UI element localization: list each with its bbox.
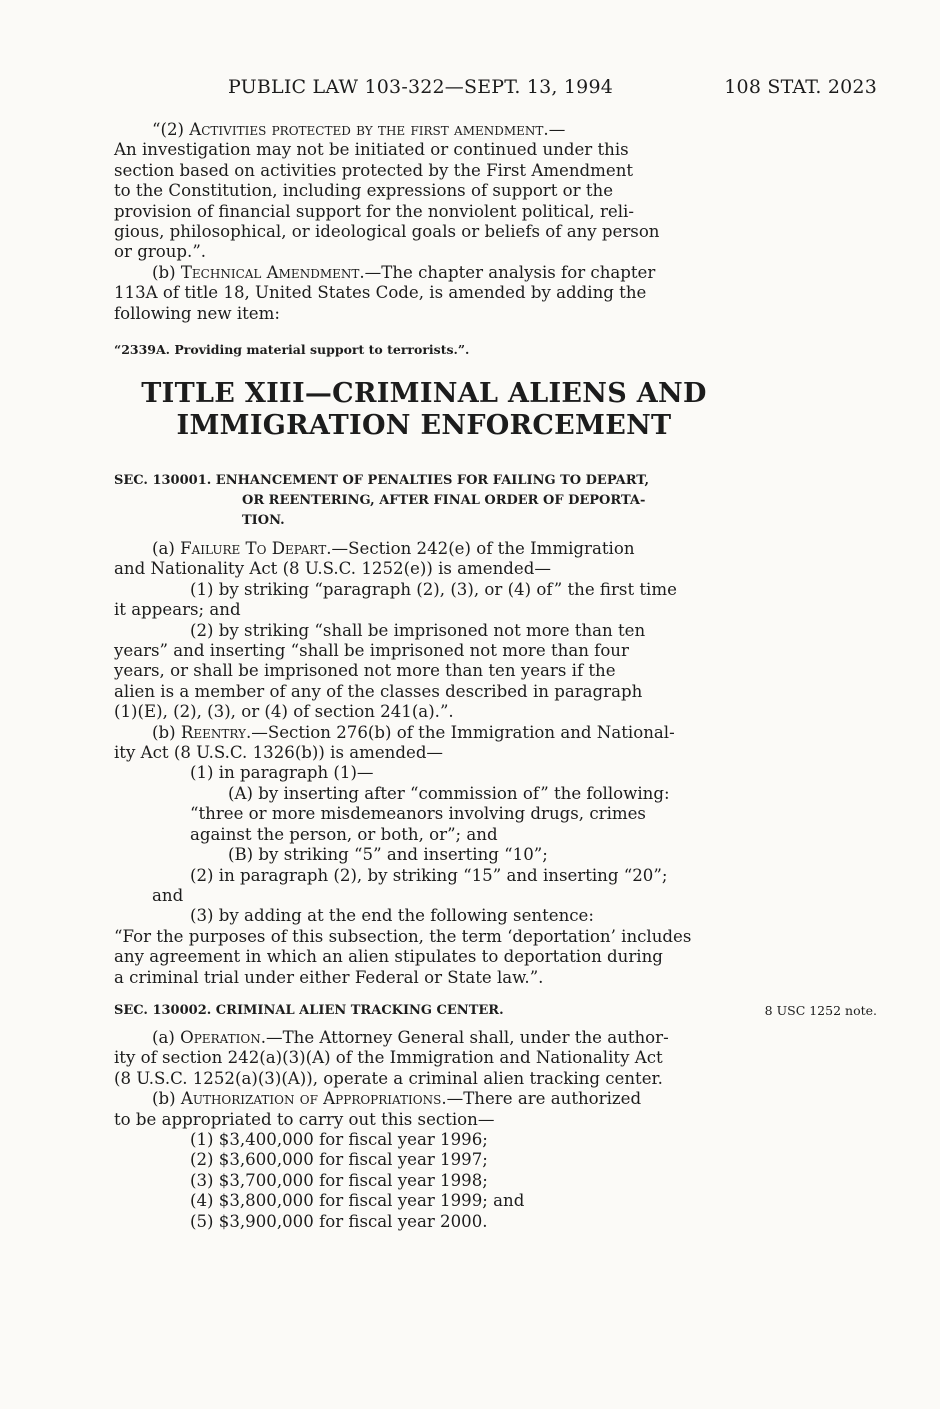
- paragraph-heading: Failure To Depart.: [180, 539, 332, 558]
- paragraph-number: (b): [152, 1089, 181, 1109]
- appropriation-item: (2) $3,600,000 for fiscal year 1997;: [190, 1150, 488, 1170]
- text-line: An investigation may not be initiated or continued under this: [114, 140, 629, 160]
- paragraph-lead-line: [114, 1089, 734, 1109]
- text-line: “For the purposes of this subsection, the term ‘deportation’ includes: [114, 926, 692, 946]
- text-line: following new item:: [114, 303, 280, 323]
- paragraph-text: —There are authorized: [446, 1089, 642, 1109]
- section-130002-body: [114, 1028, 734, 1232]
- paragraph-lead-line: [114, 1028, 734, 1048]
- paragraph-number: (a): [152, 539, 181, 558]
- section-130001-body: [114, 539, 734, 988]
- section-130002-heading: SEC. 130002. CRIMINAL ALIEN TRACKING CENTER.: [114, 1003, 504, 1018]
- margin-note: 8 USC 1252 note.: [764, 1003, 877, 1018]
- text-line: a criminal trial under either Federal or State law.”.: [114, 967, 544, 987]
- appropriation-item: (5) $3,900,000 for fiscal year 2000.: [190, 1211, 488, 1231]
- appropriation-item: (4) $3,800,000 for fiscal year 1999; and: [190, 1191, 525, 1211]
- text-line: alien is a member of any of the classes described in paragraph: [114, 681, 643, 701]
- appropriation-item: (3) $3,700,000 for fiscal year 1998;: [190, 1170, 488, 1190]
- text-line: “three or more misdemeanors involving drugs, crimes: [190, 804, 646, 824]
- section-130001-heading: [114, 471, 734, 531]
- text-line: gious, philosophical, or ideological goals or beliefs of any person: [114, 222, 660, 242]
- text-line: years, or shall be imprisoned not more than ten years if the: [114, 661, 616, 681]
- new-chapter-item: “2339A. Providing material support to terrorists.”.: [114, 342, 470, 357]
- text-line: (B) by striking “5” and inserting “10”;: [228, 845, 548, 865]
- text-line: or group.”.: [114, 242, 207, 262]
- text-line: ity Act (8 U.S.C. 1326(b)) is amended—: [114, 743, 444, 763]
- paragraph-lead-line: [114, 539, 734, 559]
- text-line: years” and inserting “shall be imprisoned not more than four: [114, 641, 629, 661]
- paragraph-heading: Operation.: [180, 1028, 266, 1047]
- text-line: and: [152, 885, 184, 905]
- text-line: to the Constitution, including expressions of support or the: [114, 181, 614, 201]
- paragraph-heading: Activities protected by the first amendment.: [189, 120, 549, 139]
- text-line: it appears; and: [114, 600, 241, 620]
- text-line: (2) by striking “shall be imprisoned not more than ten: [190, 620, 646, 640]
- running-header-right: 108 STAT. 2023: [724, 76, 877, 98]
- title-line-2: IMMIGRATION ENFORCEMENT: [176, 410, 672, 441]
- paragraph-number: (b): [152, 263, 181, 282]
- text-line: (8 U.S.C. 1252(a)(3)(A)), operate a criminal alien tracking center.: [114, 1068, 663, 1088]
- text-line: (2) in paragraph (2), by striking “15” and inserting “20”;: [190, 865, 668, 885]
- text-line: (1) in paragraph (1)—: [190, 763, 374, 783]
- title-line-1: TITLE XIII—CRIMINAL ALIENS AND: [141, 378, 707, 409]
- paragraph-technical-amendment: [114, 263, 734, 324]
- text-line: 113A of title 18, United States Code, is amended by adding the: [114, 283, 647, 303]
- paragraph-first-amendment: [114, 120, 734, 263]
- appropriation-item: (1) $3,400,000 for fiscal year 1996;: [190, 1130, 488, 1150]
- title-heading: [114, 378, 734, 442]
- paragraph-heading: Authorization of Appropriations.: [180, 1089, 447, 1109]
- paragraph-text: —The Attorney General shall, under the author-: [265, 1028, 669, 1047]
- text-line: ity of section 242(a)(3)(A) of the Immigration and Nationality Act: [114, 1048, 663, 1068]
- text-line: section based on activities protected by the First Amendment: [114, 160, 634, 180]
- text-line: and Nationality Act (8 U.S.C. 1252(e)) is amended—: [114, 559, 551, 579]
- text-line: (1)(E), (2), (3), or (4) of section 241(a).”.: [114, 702, 454, 722]
- paragraph-number: (b): [152, 722, 181, 742]
- section-heading-line: SEC. 130001. ENHANCEMENT OF PENALTIES FOR FAILING TO DEPART,: [114, 473, 650, 488]
- paragraph-text: —The chapter analysis for chapter: [364, 263, 656, 282]
- paragraph-heading: Reentry.: [180, 722, 252, 742]
- text-line: (A) by inserting after “commission of” the following:: [228, 783, 670, 803]
- text-line: (3) by adding at the end the following sentence:: [190, 906, 594, 926]
- text-line: (1) by striking “paragraph (2), (3), or (4) of” the first time: [190, 579, 677, 599]
- running-header-left: PUBLIC LAW 103-322—SEPT. 13, 1994: [228, 76, 614, 98]
- section-heading-line: OR REENTERING, AFTER FINAL ORDER OF DEPORTA-: [242, 493, 646, 508]
- paragraph-dash: —: [548, 120, 566, 139]
- paragraph-lead-line: [114, 723, 734, 743]
- text-line: to be appropriated to carry out this section—: [114, 1109, 495, 1129]
- text-line: provision of financial support for the nonviolent political, reli-: [114, 201, 634, 221]
- paragraph-text: —Section 242(e) of the Immigration: [331, 539, 635, 558]
- paragraph-lead-line: [114, 263, 734, 283]
- text-line: against the person, or both, or”; and: [190, 824, 498, 844]
- paragraph-number: “(2): [152, 120, 190, 139]
- paragraph-lead-line: [114, 120, 734, 140]
- text-line: any agreement in which an alien stipulates to deportation during: [114, 947, 663, 967]
- paragraph-heading: Technical Amendment.: [180, 263, 365, 282]
- paragraph-text: —Section 276(b) of the Immigration and National-: [251, 722, 675, 742]
- section-heading-line: TION.: [242, 513, 285, 528]
- paragraph-number: (a): [152, 1028, 181, 1047]
